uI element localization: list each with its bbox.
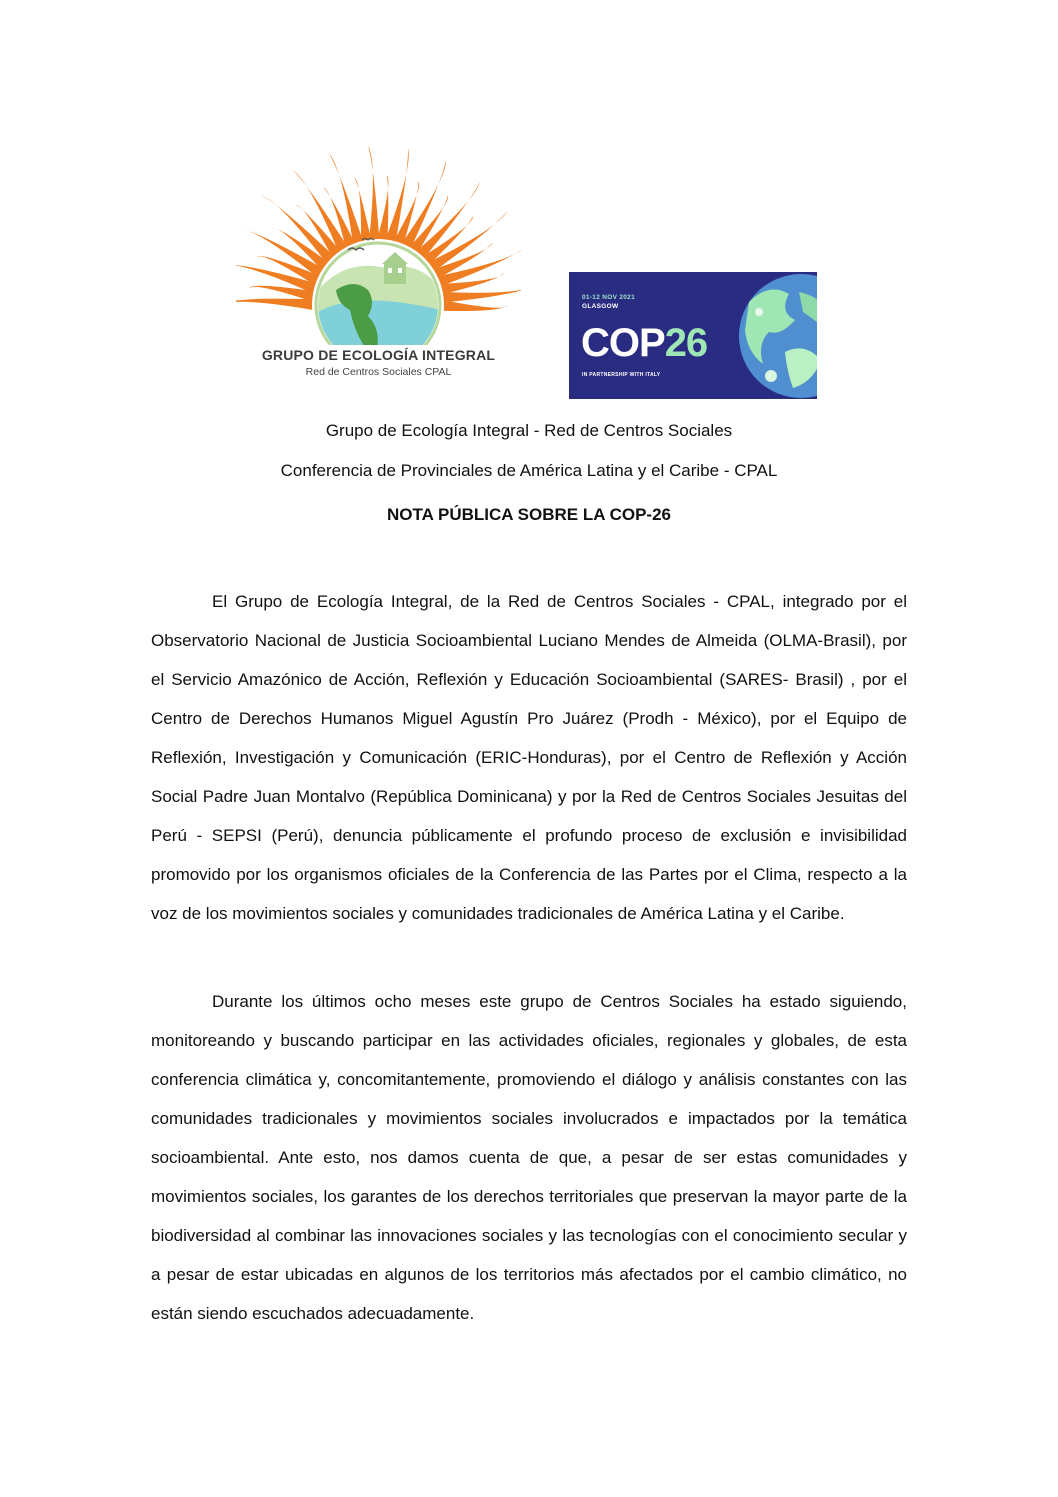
sun-ray bbox=[292, 170, 349, 256]
sun-ray bbox=[368, 145, 380, 243]
gei-logo-subtitle: Red de Centros Sociales CPAL bbox=[305, 366, 452, 378]
paragraph-1 bbox=[151, 582, 907, 933]
cop26-title-prefix: COP bbox=[581, 321, 665, 365]
header-line-1: Grupo de Ecología Integral - Red de Centros Sociales bbox=[325, 421, 733, 440]
cop26-title-number: 26 bbox=[664, 321, 708, 365]
cop26-date: 01-12 NOV 2021 bbox=[582, 294, 635, 301]
gei-logo-title: GRUPO DE ECOLOGÍA INTEGRAL bbox=[261, 347, 496, 363]
header-line-2: Conferencia de Provinciales de América Latina y el Caribe - CPAL bbox=[280, 461, 778, 480]
paragraph-2 bbox=[151, 982, 907, 1333]
document-title: NOTA PÚBLICA SOBRE LA COP-26 bbox=[387, 505, 671, 524]
sun-latin-america-logo-icon bbox=[236, 140, 521, 345]
sun-ray bbox=[413, 182, 480, 261]
cop26-city: GLASGOW bbox=[582, 303, 619, 310]
cop26-partnership: IN PARTNERSHIP WITH ITALY bbox=[582, 372, 661, 378]
gei-logo bbox=[236, 140, 521, 390]
paragraph-2-text: Durante los últimos ocho meses este grupo de Centros Sociales ha estado siguiendo, monitoreando y buscando participar en las actividades oficiales, regionales y globales, de esta conferencia climática y, concomitantemente, promoviendo el diálogo y análisis constantes con las comunidades tradicionales y movimientos sociales involucrados e impactados por la temática socioambiental. Ante esto, nos damos cuenta de que, a pesar de ser estas comunidades y movimientos sociales, los garantes de los derechos territoriales que preservan la mayor parte de la biodiversidad al combinar las innovaciones sociales y las tecnologías con el conocimiento secular y a pesar de estar ubicadas en algunos de los territorios más afectados por el cambio climático, no están siendo escuchados adecuadamente. bbox=[151, 992, 907, 1323]
sun-ray bbox=[236, 299, 316, 311]
cop26-title bbox=[581, 321, 707, 365]
paragraph-1-text: El Grupo de Ecología Integral, de la Red de Centros Sociales - CPAL, integrado por el Observatorio Nacional de Justicia Socioambiental Luciano Mendes de Almeida (OLMA-Brasil), por el Servicio Amazónico de Acción, Reflexión y Educación Socioambiental (SARES- Brasil) , por el Centro de Derechos Humanos Miguel Agustín Pro Juárez (Prodh - México), por el Equipo de Reflexión, Investigación y Comunicación (ERIC-Honduras), por el Centro de Reflexión y Acción Social Padre Juan Montalvo (República Dominicana) y por la Red de Centros Sociales Jesuitas del Perú - SEPSI (Perú), denuncia públicamente el profundo proceso de exclusión e invisibilidad promovido por los organismos oficiales de la Conferencia de las Partes por el Clima, respecto a la voz de los movimientos sociales y comunidades tradicionales de América Latina y el Caribe. bbox=[151, 592, 907, 923]
earth-globe-icon bbox=[729, 272, 817, 399]
cop26-logo bbox=[569, 272, 817, 399]
